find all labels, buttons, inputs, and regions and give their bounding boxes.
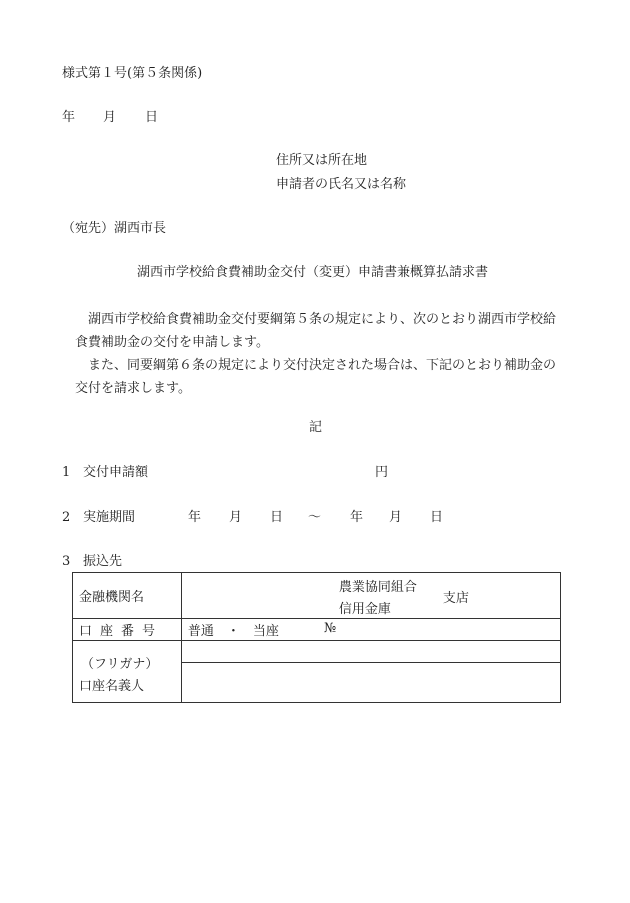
item1-label: 交付申請額 [83,465,149,480]
form-number: 様式第１号(第５条関係) [62,66,203,81]
body-text [62,308,582,400]
period-end-day: 日 [430,510,444,525]
furigana-label: （フリガナ） [81,656,159,672]
institution-value-cell[interactable] [181,573,560,619]
bank-account-table [72,572,561,703]
note-heading: 記 [309,420,323,435]
period-start-month: 月 [229,510,243,525]
body-para2-line2: 交付を請求します。 [75,381,191,396]
account-number-label-cell [73,619,182,641]
account-number-label: 口座番号 [79,624,164,639]
date-day-label: 日 [145,110,159,125]
date-month-label: 月 [103,110,117,125]
document-title: 湖西市学校給食費補助金交付（変更）申請書兼概算払請求書 [137,265,489,280]
furigana-row [73,641,561,663]
branch-label: 支店 [442,591,469,606]
period-separator: ～ [308,510,322,525]
item3-number: 3 [62,554,71,569]
applicant-name-label: 申請者の氏名又は名称 [276,177,407,192]
institution-label: 金融機関名 [79,590,145,605]
account-number-row [73,619,561,641]
credit-union-label: 信用金庫 [338,602,391,617]
period-start-day: 日 [270,510,284,525]
item1-number: 1 [62,465,71,480]
account-holder-label-cell [73,641,182,703]
coop-label: 農業協同組合 [338,580,417,595]
applicant-address-label: 住所又は所在地 [276,153,368,168]
period-start-year: 年 [188,510,202,525]
date-year-label: 年 [62,110,76,125]
item1-unit: 円 [375,465,389,480]
account-type-options: 普通 ・ 当座 [187,624,279,639]
institution-row [73,573,561,619]
body-para2-line1: また、同要綱第６条の規定により交付決定された場合は、下記のとおり補助金の [88,358,557,373]
item2-label: 実施期間 [83,510,136,525]
body-para1-line2: 食費補助金の交付を申請します。 [75,335,269,350]
account-holder-input-cell[interactable] [181,663,560,703]
account-holder-label: 口座名義人 [79,678,145,694]
period-end-month: 月 [389,510,403,525]
item3-label: 振込先 [83,554,123,569]
addressee: （宛先）湖西市長 [62,221,167,236]
period-end-year: 年 [350,510,364,525]
institution-label-cell [73,573,182,619]
furigana-input-cell[interactable] [181,641,560,663]
body-para1-line1: 湖西市学校給食費補助金交付要綱第５条の規定により、次のとおり湖西市学校給 [88,312,557,327]
account-number-value-cell[interactable] [181,619,560,641]
number-sign: № [323,621,337,636]
item2-number: 2 [62,510,71,525]
